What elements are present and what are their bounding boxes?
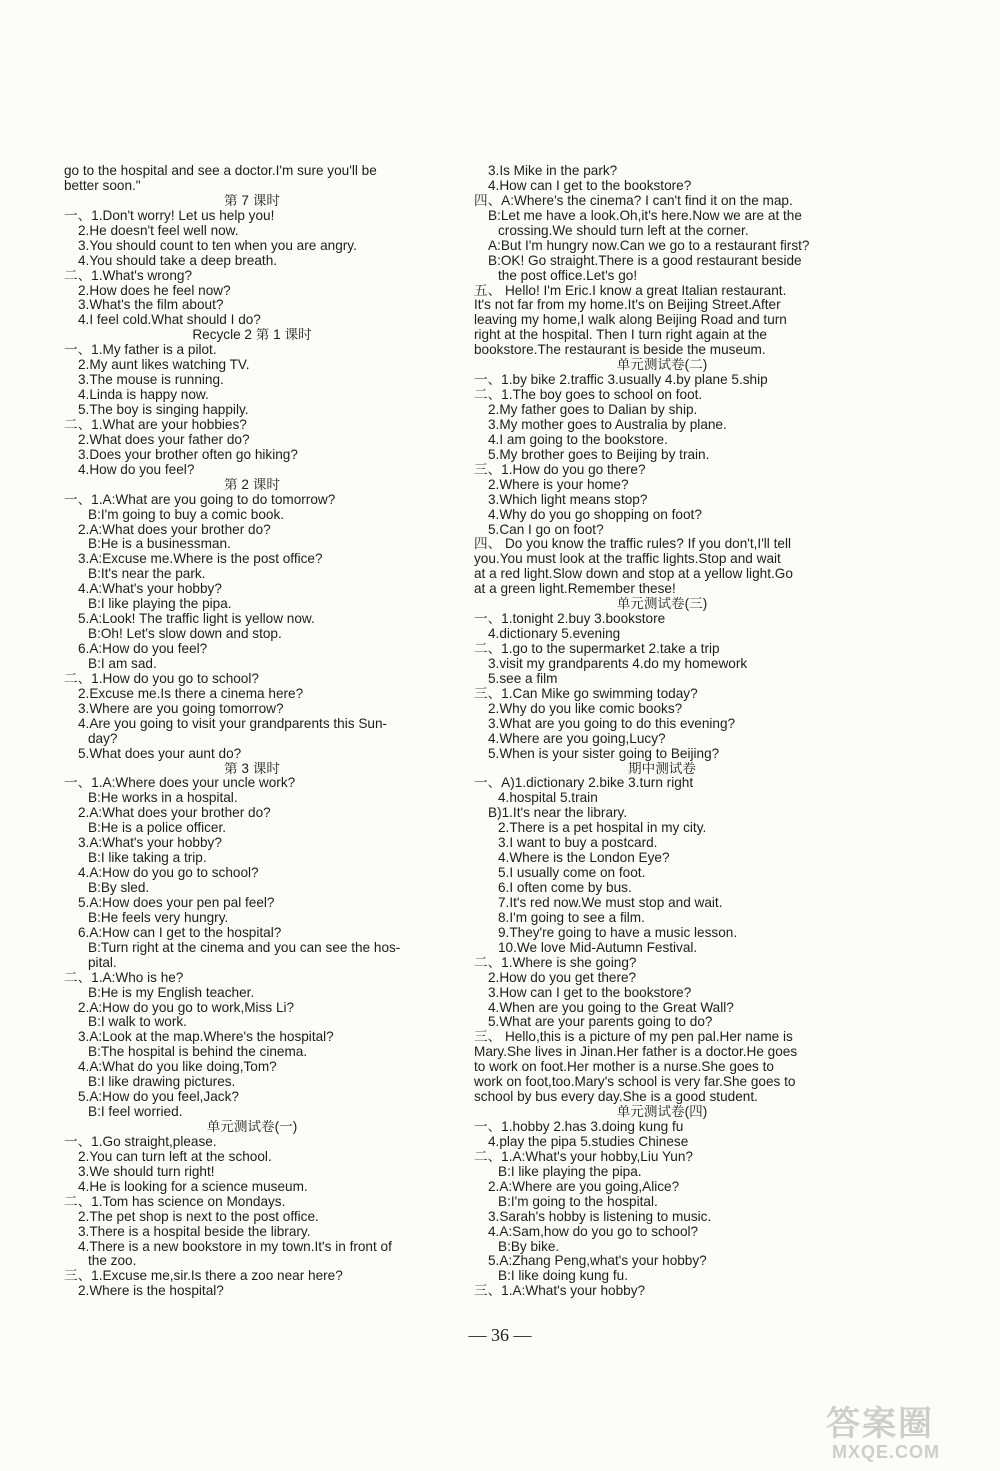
answer-line: 三、 Hello,this is a picture of my pen pal.Her name is [474, 1030, 793, 1045]
answer-line: 四、 Do you know the traffic rules? If you don't,I'll tell [474, 537, 791, 552]
section-heading: 单元测试卷(二) [616, 358, 708, 373]
answer-line: 二、1.A:What's your hobby,Liu Yun? [474, 1149, 693, 1164]
answer-line: 一、1.tonight 2.buy 3.bookstore [474, 612, 666, 627]
answer-line: 四、A:Where's the cinema? I can't find it on the map. [474, 193, 793, 208]
answer-line: 4.When are you going to the Great Wall? [488, 1000, 734, 1015]
answer-line: B:He works in a hospital. [88, 791, 238, 806]
answer-line: work on foot,too.Mary's school is very far.She goes to [474, 1075, 796, 1090]
answer-line: 三、1.How do you go there? [474, 462, 646, 477]
answer-line: the post office.Let's go! [498, 268, 638, 283]
section-heading: 单元测试卷(一) [206, 1120, 298, 1134]
answer-line: you.You must look at the traffic lights.Stop and wait [474, 552, 781, 567]
answer-line: school by bus every day.She is a good student. [474, 1090, 758, 1105]
section-heading: 第 2 课时 [224, 477, 280, 492]
answer-line: 5.The boy is singing happily. [78, 403, 249, 417]
answer-line: 4.Where is the London Eye? [498, 851, 670, 866]
answer-line: the zoo. [88, 1254, 137, 1269]
answer-line: 3.visit my grandparents 4.do my homework [488, 656, 748, 671]
answer-line: It's not far from my home.It's on Beijing Street.After [474, 298, 781, 313]
answer-line: 5.What does your aunt do? [78, 746, 242, 761]
answer-line: B:I like playing the pipa. [88, 597, 232, 612]
answer-line: 3.What's the film about? [78, 298, 224, 313]
answer-line: 4.He is looking for a science museum. [78, 1179, 308, 1194]
answer-line: B:I like playing the pipa. [498, 1164, 642, 1179]
answer-line: B:I feel worried. [88, 1105, 183, 1120]
answer-line: 一、1.Go straight,please. [64, 1134, 217, 1149]
answer-line: 4.A:How do you go to school? [78, 866, 259, 881]
answer-line: 3.There is a hospital beside the library. [78, 1224, 311, 1239]
answer-line: 二、1.How do you go to school? [64, 671, 259, 686]
answer-line: 4.A:What's your hobby? [78, 582, 222, 597]
page-number: — 36 — [468, 1325, 532, 1345]
answer-line: B:By bike. [498, 1239, 560, 1254]
section-heading: 第 7 课时 [224, 193, 280, 208]
answer-line: right at the hospital. Then I turn right again at the [474, 328, 767, 343]
answer-line: 5.When is your sister going to Beijing? [488, 746, 720, 761]
answer-line: B:Oh! Let's slow down and stop. [88, 627, 282, 642]
answer-line: at a red light.Slow down and stop at a yellow light.Go [474, 567, 793, 582]
answer-line: B:Turn right at the cinema and you can see the hos- [88, 940, 401, 955]
answer-line: 3.A:Look at the map.Where's the hospital? [78, 1030, 334, 1045]
answer-line: 二、1.A:Who is he? [64, 970, 184, 985]
answer-line: 3.Which light means stop? [488, 492, 648, 507]
answer-line: 2.A:How do you go to work,Miss Li? [78, 1000, 295, 1015]
answer-line: 5.A:Look! The traffic light is yellow now. [78, 612, 315, 627]
answer-line: 一、1.by bike 2.traffic 3.usually 4.by plane 5.ship [474, 373, 768, 388]
answer-line: B:OK! Go straight.There is a good restaurant beside [488, 253, 802, 268]
answer-line: 2.A:What does your brother do? [78, 806, 271, 821]
answer-line: 4.I am going to the bookstore. [488, 432, 668, 447]
answer-line: 二、1.The boy goes to school on foot. [474, 388, 703, 403]
answer-line: 2.How does he feel now? [78, 283, 231, 298]
watermark-logo [826, 1396, 986, 1466]
answer-line: bookstore.The restaurant is beside the museum. [474, 343, 766, 358]
answer-line: B:He is a police officer. [88, 821, 227, 836]
answer-line: B:Let me have a look.Oh,it's here.Now we are at the [488, 208, 802, 223]
answer-line: B:I like doing kung fu. [498, 1269, 628, 1284]
answer-line: leaving my home,I walk along Beijing Road and turn [474, 313, 787, 328]
answer-line: B:I like taking a trip. [88, 851, 207, 866]
answer-line: 2.Where is the hospital? [78, 1284, 224, 1299]
answer-line: A:But I'm hungry now.Can we go to a restaurant first? [488, 238, 810, 253]
answer-line: 三、1.A:What's your hobby? [474, 1284, 646, 1299]
answer-line: 2.There is a pet hospital in my city. [498, 821, 707, 836]
answer-line: 5.see a film [488, 671, 558, 686]
answer-line: B:He is a businessman. [88, 537, 231, 552]
answer-line: 6.A:How do you feel? [78, 642, 208, 656]
answer-line: 一、1.A:Where does your uncle work? [64, 776, 296, 791]
answer-line: 三、1.Can Mike go swimming today? [474, 686, 698, 701]
answer-line: 6.A:How can I get to the hospital? [78, 925, 282, 940]
answer-line: 3.Where are you going tomorrow? [78, 701, 284, 716]
section-heading: 第 3 课时 [224, 761, 280, 776]
answer-line: 4.Why do you go shopping on foot? [488, 507, 702, 522]
answer-line: 9.They're going to have a music lesson. [498, 925, 738, 940]
watermark-glyphs: 答案圈 [826, 1405, 934, 1443]
answer-line: 3.What are you going to do this evening? [488, 716, 736, 731]
answer-line: 3.We should turn right! [78, 1164, 215, 1179]
answer-line: 3.You should count to ten when you are angry. [78, 238, 357, 253]
answer-line: 3.A:What's your hobby? [78, 836, 222, 851]
answer-line: 2.A:What does your brother do? [78, 522, 271, 537]
answer-line: 3.I want to buy a postcard. [498, 836, 658, 851]
answer-line: 4.How do you feel? [78, 462, 195, 477]
answer-line: 4.How can I get to the bookstore? [488, 178, 692, 193]
answer-line: 5.A:Zhang Peng,what's your hobby? [488, 1254, 707, 1269]
answer-line: 2.The pet shop is next to the post office. [78, 1209, 319, 1224]
answer-line: 4.dictionary 5.evening [488, 627, 621, 642]
answer-line: 4.hospital 5.train [498, 791, 598, 806]
answer-line: 2.My aunt likes watching TV. [78, 358, 250, 373]
answer-line: at a green light.Remember these! [474, 582, 676, 597]
answer-line: 2.Why do you like comic books? [488, 701, 683, 716]
answer-line: B:He feels very hungry. [88, 910, 229, 925]
answer-line: 8.I'm going to see a film. [498, 910, 645, 925]
answer-line: crossing.We should turn left at the corner. [498, 223, 749, 238]
answer-line: 2.Excuse me.Is there a cinema here? [78, 686, 304, 701]
answer-line: B:He is my English teacher. [88, 985, 255, 1000]
section-heading: 期中测试卷 [628, 761, 696, 776]
answer-line: 5.A:How do you feel,Jack? [78, 1090, 239, 1105]
answer-line: better soon." [64, 178, 141, 193]
answer-line: 5.What are your parents going to do? [488, 1015, 713, 1030]
answer-line: 4.Where are you going,Lucy? [488, 731, 666, 746]
answer-line: 二、1.Where is she going? [474, 955, 637, 970]
answer-line: B:I walk to work. [88, 1015, 187, 1030]
answer-line: 4.Linda is happy now. [78, 388, 209, 403]
answer-line: 10.We love Mid-Autumn Festival. [498, 940, 698, 955]
answer-line: 4.There is a new bookstore in my town.It's in front of [78, 1239, 392, 1254]
answer-line: 4.A:Sam,how do you go to school? [488, 1224, 699, 1239]
answer-line: 2.What does your father do? [78, 432, 250, 447]
answer-line: B:I'm going to the hospital. [498, 1194, 658, 1209]
answer-line: 2.My father goes to Dalian by ship. [488, 403, 698, 417]
answer-line: go to the hospital and see a doctor.I'm sure you'll be [64, 164, 377, 178]
answer-line: 3.The mouse is running. [78, 373, 224, 388]
answer-line: 五、 Hello! I'm Eric.I know a great Italian restaurant. [474, 283, 787, 298]
answer-line: day? [88, 731, 118, 746]
answer-line: 5.My brother goes to Beijing by train. [488, 447, 710, 462]
answer-line: B:I like drawing pictures. [88, 1075, 236, 1090]
answer-line: 二、1.Tom has science on Mondays. [64, 1194, 286, 1209]
answer-line: to work on foot.Her mother is a nurse.She goes to [474, 1060, 774, 1075]
section-heading: 单元测试卷(三) [616, 597, 708, 612]
answer-line: 3.A:Excuse me.Where is the post office? [78, 552, 323, 567]
answer-line: 2.Where is your home? [488, 477, 629, 492]
answer-line: 一、1.My father is a pilot. [64, 343, 217, 358]
answer-line: 4.A:What do you like doing,Tom? [78, 1060, 277, 1075]
answer-line: 7.It's red now.We must stop and wait. [498, 895, 723, 910]
answer-line: 6.I often come by bus. [498, 881, 632, 895]
section-heading: 单元测试卷(四) [616, 1105, 708, 1120]
answer-line: 3.My mother goes to Australia by plane. [488, 417, 727, 432]
answer-line: 二、1.What are your hobbies? [64, 417, 247, 432]
answer-line: 4.I feel cold.What should I do? [78, 313, 261, 328]
answer-line: B:It's near the park. [88, 567, 206, 582]
answer-line: pital. [88, 955, 117, 970]
answer-line: 2.How do you get there? [488, 970, 637, 985]
right-column [474, 164, 850, 1299]
answer-line: 三、1.Excuse me,sir.Is there a zoo near here? [64, 1269, 343, 1284]
answer-line: 一、1.A:What are you going to do tomorrow? [64, 492, 336, 507]
answer-line: 2.You can turn left at the school. [78, 1149, 272, 1164]
answer-line: 3.Is Mike in the park? [488, 164, 618, 178]
answer-line: 一、1.hobby 2.has 3.doing kung fu [474, 1120, 684, 1134]
answer-line: B:The hospital is behind the cinema. [88, 1045, 308, 1060]
answer-line: 3.Does your brother often go hiking? [78, 447, 298, 462]
answer-line: 4.play the pipa 5.studies Chinese [488, 1134, 689, 1149]
answer-line: B)1.It's near the library. [488, 806, 628, 821]
answer-line: B:I am sad. [88, 656, 157, 671]
section-heading: Recycle 2 第 1 课时 [192, 328, 312, 343]
answer-line: 5.Can I go on foot? [488, 522, 604, 537]
answer-line: Mary.She lives in Jinan.Her father is a doctor.He goes [474, 1045, 798, 1060]
answer-line: 4.You should take a deep breath. [78, 253, 278, 268]
answer-line: 一、A)1.dictionary 2.bike 3.turn right [474, 776, 694, 791]
answer-line: 3.How can I get to the bookstore? [488, 985, 692, 1000]
answer-line: 3.Sarah's hobby is listening to music. [488, 1209, 712, 1224]
answer-line: 一、1.Don't worry! Let us help you! [64, 208, 275, 223]
answer-line: 5.I usually come on foot. [498, 866, 646, 881]
answer-line: 2.A:Where are you going,Alice? [488, 1179, 680, 1194]
answer-line: 5.A:How does your pen pal feel? [78, 895, 275, 910]
left-column [64, 164, 440, 1299]
answer-line: 4.Are you going to visit your grandparents this Sun- [78, 716, 388, 731]
answer-line: B:By sled. [88, 881, 150, 895]
watermark-text: MXQE.COM [832, 1442, 941, 1462]
answer-line: 二、1.go to the supermarket 2.take a trip [474, 642, 720, 656]
answer-line: 2.He doesn't feel well now. [78, 223, 239, 238]
answer-line: B:I'm going to buy a comic book. [88, 507, 285, 522]
answer-line: 二、1.What's wrong? [64, 268, 193, 283]
